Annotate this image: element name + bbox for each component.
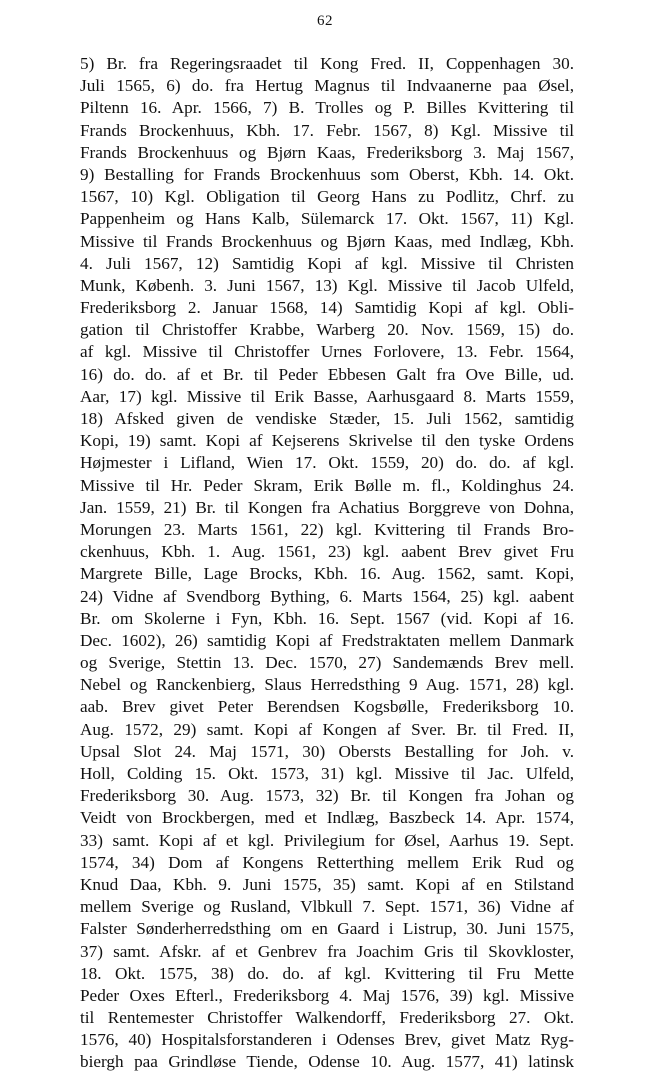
text-line: ckenhuus, Kbh. 1. Aug. 1561, 23) kgl. aabent Brev givet Fru: [80, 542, 574, 562]
text-line: 5) Br. fra Regeringsraadet til Kong Fred. II, Coppenhagen 30.: [80, 54, 574, 73]
text-line: Veidt von Brockbergen, med et Indlæg, Baszbeck 14. Apr. 1574,: [80, 808, 574, 828]
text-line: Kopi, 19) samt. Kopi af Kejserens Skrivelse til den tyske Ordens: [80, 431, 574, 451]
text-line: Aar, 17) kgl. Missive til Erik Basse, Aarhusgaard 8. Marts 1559,: [80, 386, 574, 406]
body-text: [80, 53, 574, 1074]
text-line: 1576, 40) Hospitalsforstanderen i Odenses Brev, givet Matz Ryg-: [80, 1030, 574, 1050]
text-line: 16) do. do. af et Br. til Peder Ebbesen Galt fra Ove Bille, ud.: [80, 364, 574, 384]
text-line: 18) Afsked given de vendiske Stæder, 15. Juli 1562, samtidig: [80, 409, 574, 428]
text-line: Br. om Skolerne i Fyn, Kbh. 16. Sept. 1567 (vid. Kopi af 16.: [80, 608, 574, 628]
text-line: Højmester i Lifland, Wien 17. Okt. 1559, 20) do. do. af kgl.: [80, 453, 574, 473]
text-line: Frands Brockenhuus, Kbh. 17. Febr. 1567, 8) Kgl. Missive til: [80, 120, 574, 140]
text-line: Holl, Colding 15. Okt. 1573, 31) kgl. Missive til Jac. Ulfeld,: [80, 764, 574, 783]
text-line: biergh paa Grindløse Tiende, Odense 10. Aug. 1577, 41) latinsk: [80, 1052, 574, 1072]
text-line: gation til Christoffer Krabbe, Warberg 20. Nov. 1569, 15) do.: [80, 320, 574, 340]
text-line: Munk, Københ. 3. Juni 1567, 13) Kgl. Missive til Jacob Ulfeld,: [80, 275, 574, 295]
text-line: Falster Sønderherredsthing om en Gaard i Listrup, 30. Juni 1575,: [80, 919, 574, 939]
text-line: Peder Oxes Efterl., Frederiksborg 4. Maj 1576, 39) kgl. Missive: [80, 985, 574, 1005]
page-number: 62: [317, 13, 333, 29]
text-line: Pappenheim og Hans Kalb, Sülemarck 17. Okt. 1567, 11) Kgl.: [80, 209, 574, 229]
text-line: 1567, 10) Kgl. Obligation til Georg Hans zu Podlitz, Chrf. zu: [80, 187, 574, 207]
text-line: Dec. 1602), 26) samtidig Kopi af Fredstraktaten mellem Danmark: [80, 630, 574, 650]
text-line: Nebel og Ranckenbierg, Slaus Herredsthing 9 Aug. 1571, 28) kgl.: [80, 675, 574, 695]
text-line: Missive til Hr. Peder Skram, Erik Bølle m. fl., Koldinghus 24.: [80, 475, 574, 495]
text-line: Frederiksborg 30. Aug. 1573, 32) Br. til Kongen fra Johan og: [80, 786, 574, 806]
text-line: Juli 1565, 6) do. fra Hertug Magnus til Indvaanerne paa Øsel,: [80, 76, 574, 96]
text-line: 24) Vidne af Svendborg Bything, 6. Marts 1564, 25) kgl. aabent: [80, 586, 574, 606]
text-line: af kgl. Missive til Christoffer Urnes Forlovere, 13. Febr. 1564,: [80, 342, 574, 362]
text-line: 1574, 34) Dom af Kongens Retterthing mellem Erik Rud og: [80, 852, 574, 872]
text-line: Missive til Frands Brockenhuus og Bjørn Kaas, med Indlæg, Kbh.: [80, 231, 574, 251]
text-line: Knud Daa, Kbh. 9. Juni 1575, 35) samt. Kopi af en Stilstand: [80, 874, 574, 894]
text-line: 18. Okt. 1575, 38) do. do. af kgl. Kvittering til Fru Mette: [80, 963, 574, 983]
text-line: og Sverige, Stettin 13. Dec. 1570, 27) Sandemænds Brev mell.: [80, 653, 574, 673]
text-line: Frederiksborg 2. Januar 1568, 14) Samtidig Kopi af kgl. Obli-: [80, 298, 574, 318]
text-line: Piltenn 16. Apr. 1566, 7) B. Trolles og P. Billes Kvittering til: [80, 98, 574, 118]
text-line: 37) samt. Afskr. af et Genbrev fra Joachim Gris til Skovkloster,: [80, 941, 574, 961]
text-line: 33) samt. Kopi af et kgl. Privilegium for Øsel, Aarhus 19. Sept.: [80, 830, 574, 850]
text-line: Morungen 23. Marts 1561, 22) kgl. Kvittering til Frands Bro-: [80, 519, 574, 539]
text-line: Jan. 1559, 21) Br. til Kongen fra Achatius Borggreve von Dohna,: [80, 497, 574, 517]
text-line: aab. Brev givet Peter Berendsen Kogsbølle, Frederiksborg 10.: [80, 697, 574, 717]
text-line: Upsal Slot 24. Maj 1571, 30) Obersts Bestalling for Joh. v.: [80, 741, 574, 761]
text-line: Margrete Bille, Lage Brocks, Kbh. 16. Aug. 1562, samt. Kopi,: [80, 564, 574, 584]
text-line: til Rentemester Christoffer Walkendorff, Frederiksborg 27. Okt.: [80, 1008, 574, 1028]
text-line: Frands Brockenhuus og Bjørn Kaas, Frederiksborg 3. Maj 1567,: [80, 142, 574, 162]
text-line: mellem Sverige og Rusland, Vlbkull 7. Sept. 1571, 36) Vidne af: [80, 897, 574, 917]
text-line: 9) Bestalling for Frands Brockenhuus som Oberst, Kbh. 14. Okt.: [80, 164, 574, 184]
text-line: Aug. 1572, 29) samt. Kopi af Kongen af Sver. Br. til Fred. II,: [80, 719, 574, 739]
text-line: 4. Juli 1567, 12) Samtidig Kopi af kgl. Missive til Christen: [80, 253, 574, 273]
